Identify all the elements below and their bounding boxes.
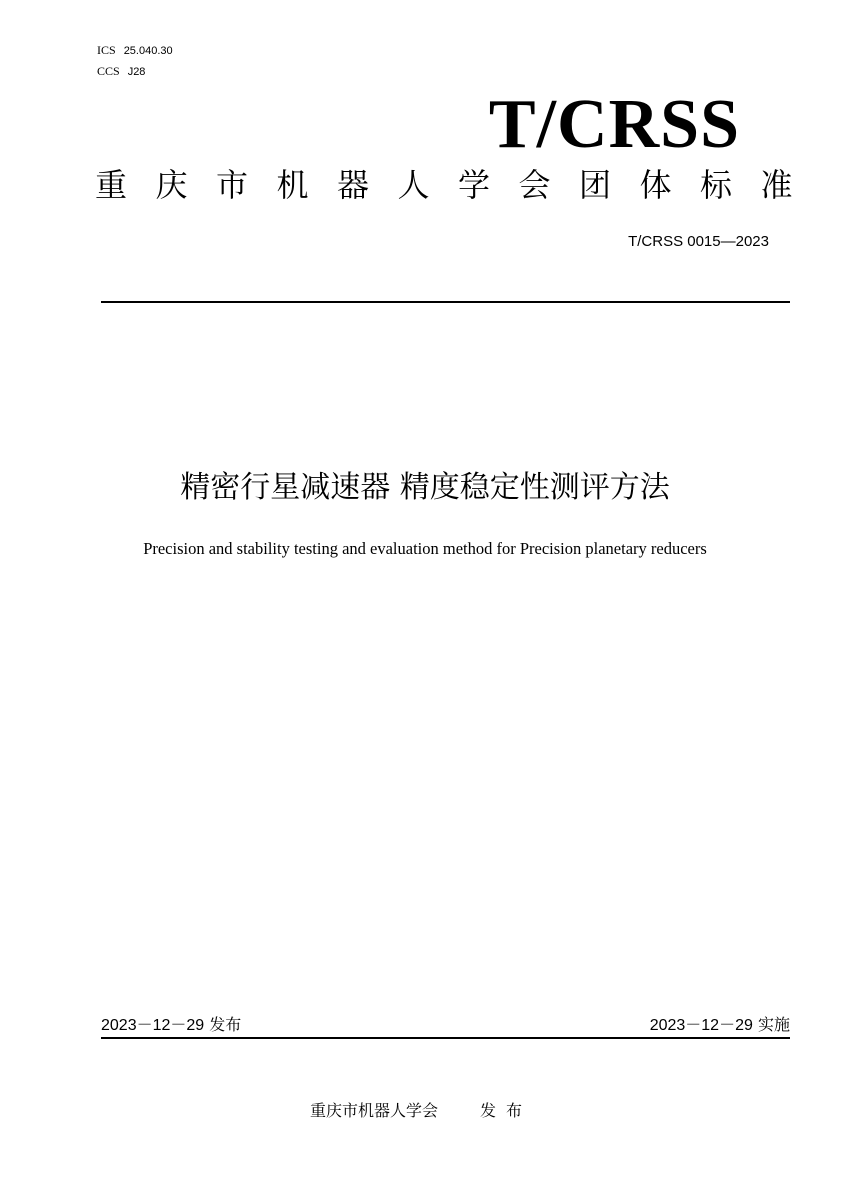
bottom-divider	[101, 1037, 790, 1039]
issue-date-value: 2023－12－29	[101, 1017, 205, 1034]
ccs-classification	[97, 63, 145, 80]
publisher-line	[310, 1100, 532, 1122]
publisher-action: 发布	[480, 1101, 533, 1120]
document-title-english: Precision and stability testing and evaluation method for Precision planetary reducers	[143, 539, 707, 558]
ics-classification	[97, 42, 173, 59]
ics-value: 25.040.30	[123, 45, 173, 57]
ics-label: ICS	[97, 43, 116, 57]
top-divider	[101, 301, 790, 303]
implementation-date-value: 2023－12－29	[649, 1017, 753, 1034]
publisher-name: 重庆市机器人学会	[310, 1101, 439, 1120]
implementation-date-label: 实施	[757, 1015, 790, 1034]
document-title-chinese: 精密行星减速器 精度稳定性测评方法	[180, 470, 670, 505]
organization-standard-title: 重庆市机器人学会团体标准	[95, 166, 822, 204]
issue-date	[101, 1014, 241, 1037]
standard-number: T/CRSS 0015—2023	[628, 233, 769, 250]
implementation-date	[650, 1014, 790, 1037]
ccs-value: J28	[127, 66, 146, 78]
issue-date-label: 发布	[209, 1015, 242, 1034]
ccs-label: CCS	[97, 64, 120, 78]
standard-brand-logo: T/CRSS	[488, 86, 740, 163]
